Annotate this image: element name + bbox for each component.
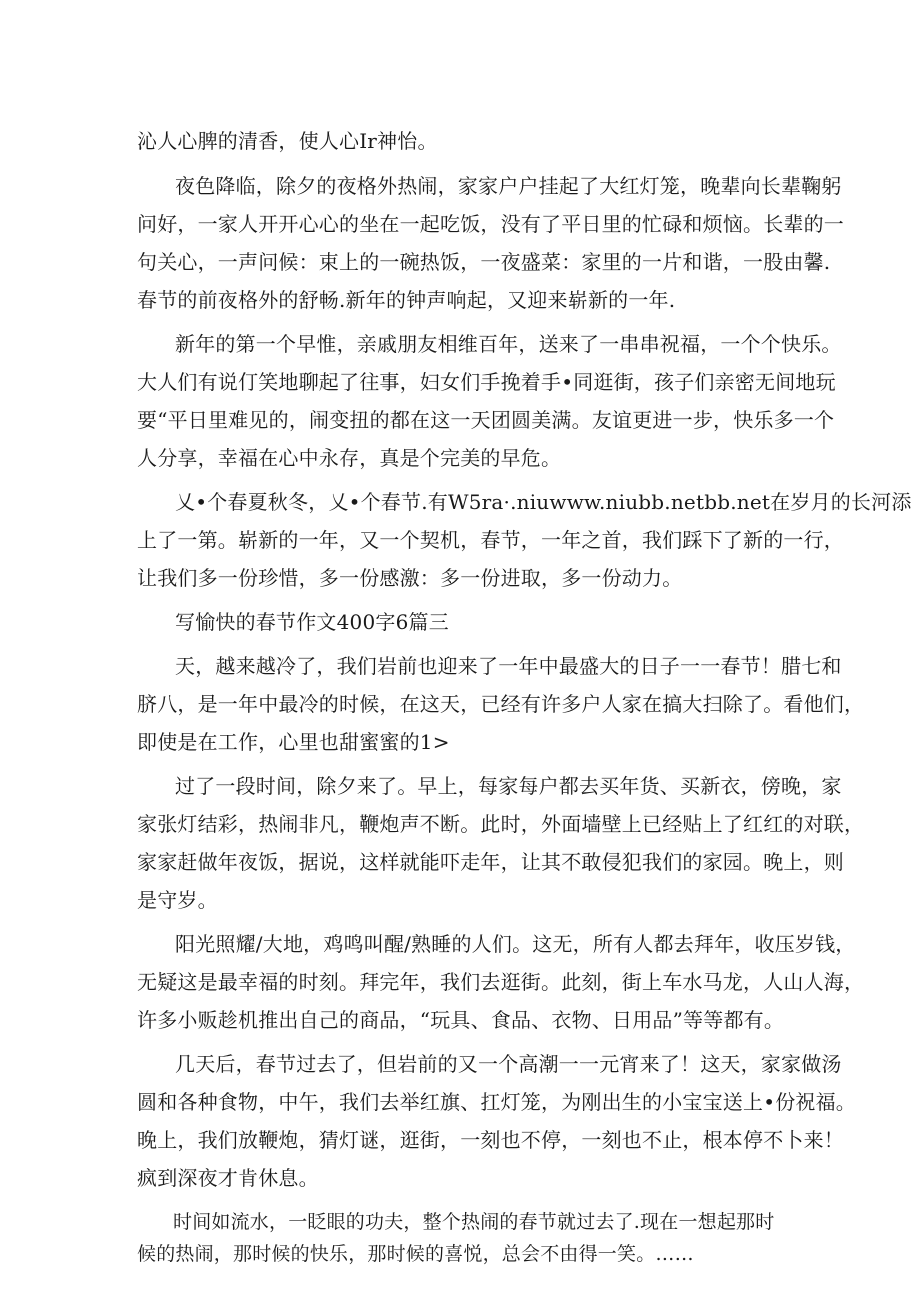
- text-line: 句关心，一声问候：束上的一碗热饭，一夜盛菜：家里的一片和谐，一股由馨.: [137, 250, 831, 274]
- text-line: 家家赶做年夜饭，据说，这样就能吓走年，让其不敢侵犯我们的家园。晚上，则: [137, 850, 844, 874]
- text-line: 夜色降临，除夕的夜格外热闹，家家户户挂起了大红灯笼，晚辈向长辈鞠躬: [175, 174, 842, 198]
- text-line: 晚上，我们放鞭炮，猜灯谜，逛街，一刻也不停，一刻也不止，根本停不卜来！: [137, 1128, 844, 1152]
- text-line: 让我们多一份珍惜，多一份感激：多一份进取，多一份动力。: [137, 566, 683, 590]
- text-line: 问好，一家人开开心心的坐在一起吃饭，没有了平日里的忙碌和烦恼。长辈的一: [137, 212, 844, 236]
- text-line: 上了一第。崭新的一年，又一个契机，春节，一年之首，我们踩下了新的一行，: [137, 528, 844, 552]
- text-line: 天，越来越冷了，我们岩前也迎来了一年中最盛大的日子一一春节！腊七和: [175, 654, 842, 678]
- text-line: 人分享，幸福在心中永存，真是个完美的早危。: [137, 446, 562, 470]
- text-line: 圆和各种食物，中午，我们去举红旗、扛灯笼，为刚出生的小宝宝送上•份祝福。: [137, 1090, 856, 1114]
- text-line: 新年的第一个早惟，亲戚朋友相维百年，送来了一串串祝福，一个个快乐。: [175, 332, 842, 356]
- text-line: 即使是在工作，心里也甜蜜蜜的1>: [137, 730, 450, 754]
- text-line: 家张灯结彩，热闹非凡，鞭炮声不断。此时，外面墙壁上已经贴上了红红的对联，: [137, 812, 865, 836]
- text-line: 无疑这是最幸福的时刻。拜完年，我们去逛街。此刻，街上车水马龙，人山人海，: [137, 970, 865, 994]
- text-line: 疯到深夜才肯休息。: [137, 1166, 319, 1190]
- section-heading: 写愉快的春节作文400字6篇三: [175, 610, 449, 634]
- text-line: 阳光照耀/大地，鸡鸣叫醒/熟睡的人们。这无，所有人都去拜年，收压岁钱，: [175, 932, 856, 956]
- text-line: 是守岁。: [137, 888, 218, 912]
- text-line: 春节的前夜格外的舒畅.新年的钟声响起，又迎来崭新的一年.: [137, 288, 676, 312]
- text-line: 几天后，春节过去了，但岩前的又一个高潮一一元宵来了！这天，家家做汤: [175, 1052, 842, 1076]
- text-line: 大人们有说仃笑地聊起了往事，妇女们手挽着手•同逛街，孩子们亲密无间地玩: [137, 370, 836, 394]
- text-line: 许多小贩趁机推出自己的商品，“玩具、食品、衣物、日用品”等等都有。: [137, 1008, 785, 1032]
- text-line: 时间如流水，一眨眼的功夫，整个热闹的春节就过去了.现在一想起那时: [173, 1211, 775, 1233]
- text-line: 乂•个春夏秋冬，乂•个春节.有W5ra·.niuwww.niubb.netbb.net在岁月的长河添: [175, 490, 912, 514]
- text-line: 沁人心脾的清香，使人心Ir神怡。: [137, 129, 438, 153]
- text-line: 候的热闹，那时候的快乐，那时候的喜悦，总会不由得一笑。……: [137, 1243, 694, 1265]
- text-line: 脐八，是一年中最冷的时候，在这天，已经有许多户人家在搞大扫除了。看他们，: [137, 692, 865, 716]
- text-line: 要“平日里难见的，闹变扭的都在这一天团圆美满。友谊更进一步，快乐多一个: [137, 408, 835, 432]
- text-line: 过了一段时间，除夕来了。早上，每家每户都去买年货、买新衣，傍晚，家: [175, 774, 842, 798]
